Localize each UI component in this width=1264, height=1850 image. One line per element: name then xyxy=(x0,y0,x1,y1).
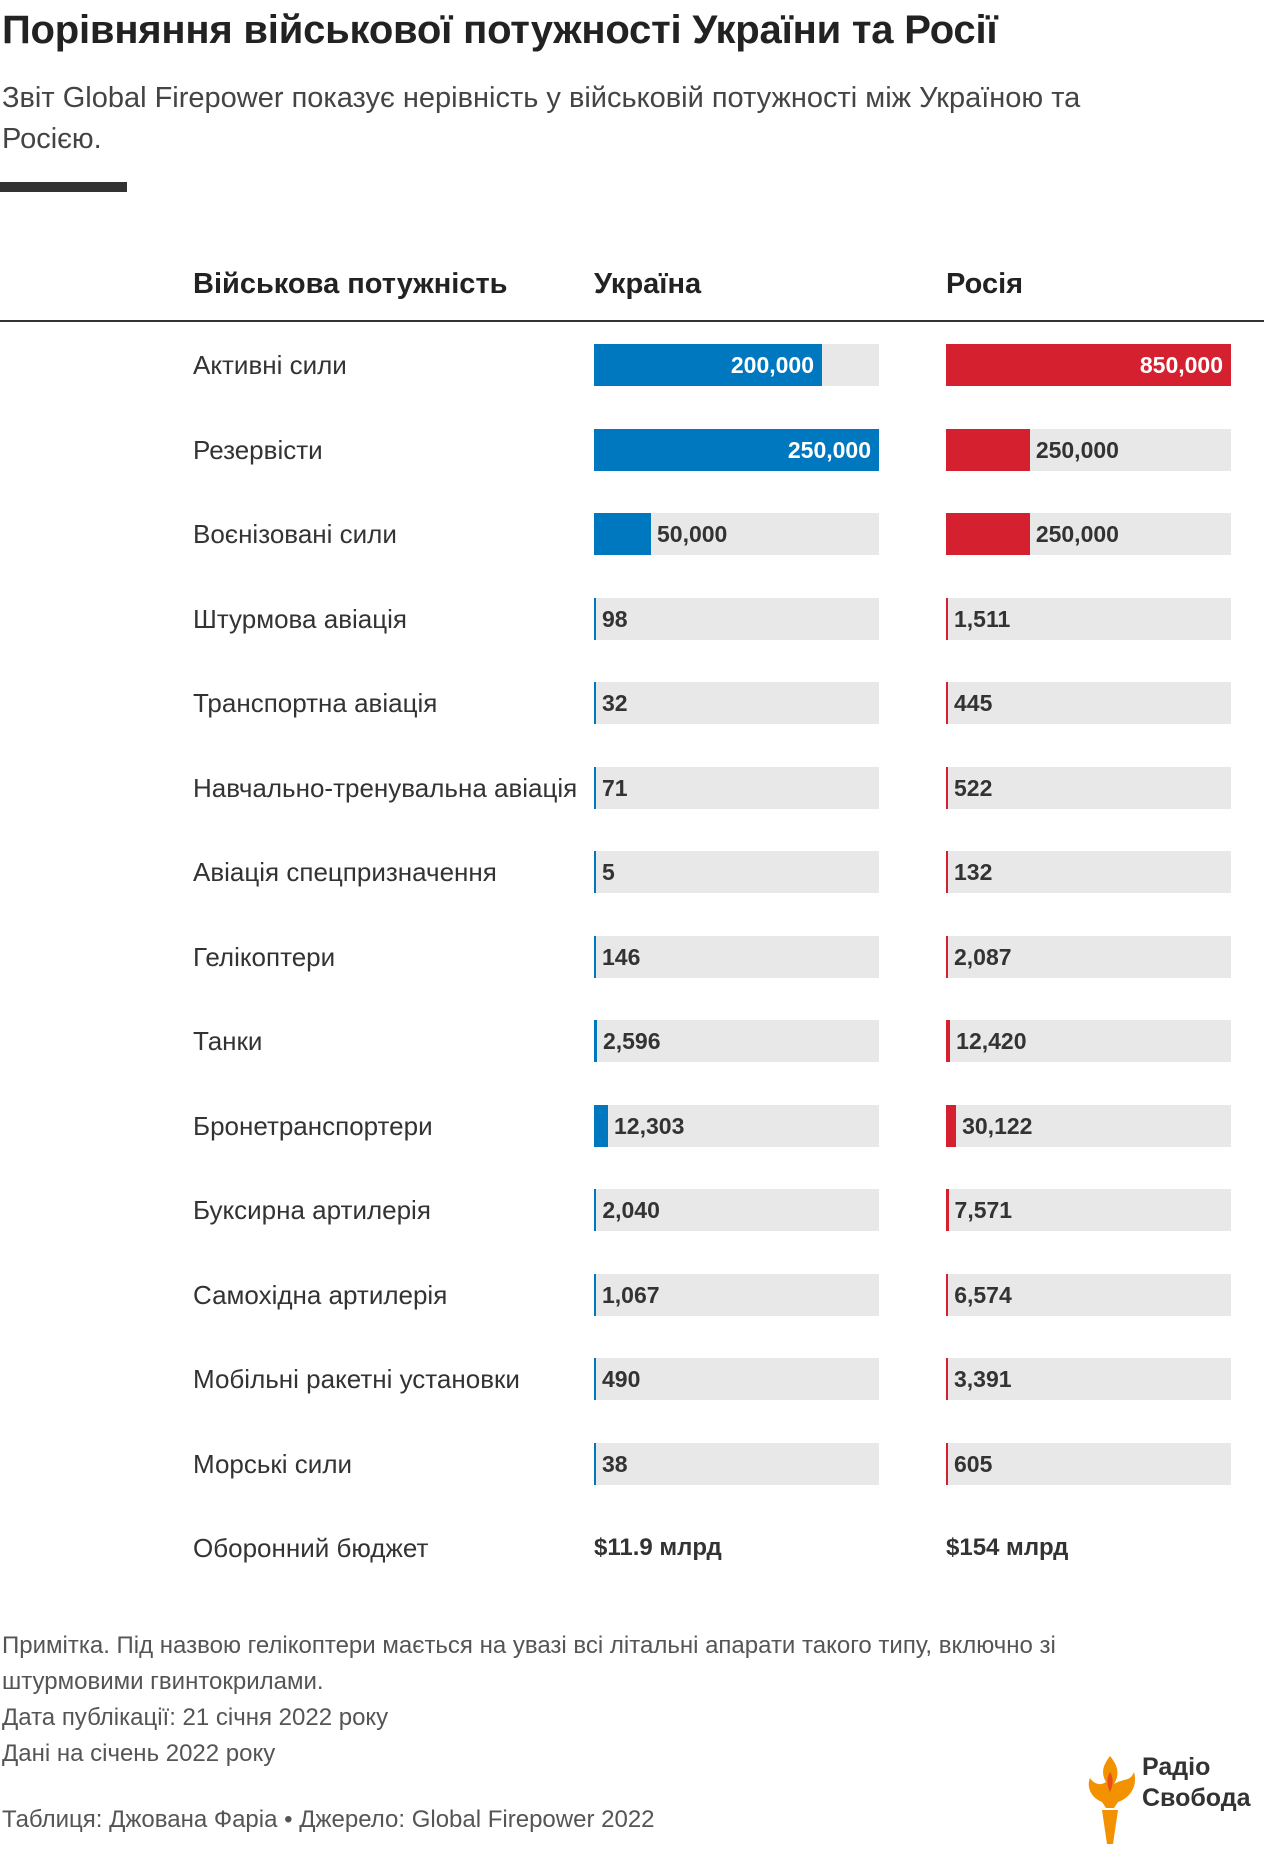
budget-label: Оборонний бюджет xyxy=(193,1533,429,1563)
row-label: Мобільні ракетні установки xyxy=(193,1364,520,1394)
row-label: Авіація спецпризначення xyxy=(193,857,497,887)
bar-russia xyxy=(946,936,948,978)
bar-ukraine xyxy=(594,1358,596,1400)
value-label-russia: 250,000 xyxy=(1035,436,1119,463)
bar-track-ukraine xyxy=(594,344,879,386)
value-label-ukraine: 200,000 xyxy=(730,352,814,378)
row-label: Резервісти xyxy=(193,434,323,465)
bar-track-ukraine xyxy=(594,429,879,471)
chart-subtitle: Звіт Global Firepower показує нерівність у військовій потужності між Україною та Росією. xyxy=(2,82,1081,155)
bar-russia xyxy=(946,1105,956,1147)
footnote-published: Дата публікації: 21 січня 2022 року xyxy=(2,1704,389,1731)
bar-russia xyxy=(946,429,1030,471)
value-label-russia: 30,122 xyxy=(962,1112,1033,1139)
row-label: Бронетранспортери xyxy=(193,1110,433,1141)
bar-track-ukraine xyxy=(594,1189,879,1231)
bar-track-ukraine xyxy=(594,682,879,724)
column-header-metric: Військова потужність xyxy=(193,268,508,300)
bar-russia xyxy=(946,1020,950,1062)
table-row xyxy=(0,429,1264,471)
value-label-russia: 522 xyxy=(954,774,993,801)
row-label: Транспортна авіація xyxy=(193,688,438,718)
row-label: Активні сили xyxy=(193,350,347,380)
bar-track-russia xyxy=(946,1189,1231,1231)
table-row xyxy=(0,1274,1264,1316)
bar-track-russia xyxy=(946,1443,1231,1485)
row-label: Воєнізовані сили xyxy=(193,519,397,549)
footnote-note: Примітка. Під назвою гелікоптери мається на увазі всі літальні апарати такого типу, включно зі штурмовими гвинтокрилами. xyxy=(2,1632,1056,1695)
value-label-ukraine: 5 xyxy=(602,859,615,885)
bar-ukraine xyxy=(594,767,596,809)
row-label: Самохідна артилерія xyxy=(193,1279,448,1310)
bar-track-ukraine xyxy=(594,1443,879,1485)
footnote-data-date: Дані на січень 2022 року xyxy=(2,1740,276,1767)
bar-track-ukraine xyxy=(594,1358,879,1400)
value-label-ukraine: 38 xyxy=(602,1450,628,1477)
row-label: Гелікоптери xyxy=(193,941,336,972)
value-label-ukraine: 146 xyxy=(602,943,641,970)
logo-line-1: Радіо xyxy=(1142,1753,1211,1781)
table-row xyxy=(0,1443,1264,1485)
radio-svoboda-logo xyxy=(1080,1752,1264,1847)
bar-track-ukraine xyxy=(594,936,879,978)
value-label-ukraine: 98 xyxy=(602,605,628,632)
bar-track-russia xyxy=(946,936,1231,978)
bar-russia xyxy=(946,767,948,809)
budget-value-russia: $154 млрд xyxy=(946,1534,1069,1561)
budget-row xyxy=(0,1527,1264,1569)
value-label-russia: 250,000 xyxy=(1035,521,1119,547)
accent-rule xyxy=(0,182,127,192)
bar-track-russia xyxy=(946,1020,1231,1062)
torch-icon xyxy=(1080,1752,1140,1847)
value-label-russia: 7,571 xyxy=(954,1197,1013,1223)
bar-track-ukraine xyxy=(594,1020,879,1062)
value-label-russia: 132 xyxy=(954,859,993,885)
value-label-ukraine: 490 xyxy=(602,1366,641,1392)
bar-track-russia xyxy=(946,598,1231,640)
row-label: Морські сили xyxy=(193,1448,353,1479)
value-label-ukraine: 1,067 xyxy=(602,1281,660,1308)
bar-track-russia xyxy=(946,682,1231,724)
bar-track-russia xyxy=(946,513,1231,555)
budget-value-ukraine: $11.9 млрд xyxy=(594,1534,722,1561)
value-label-russia: 3,391 xyxy=(954,1366,1012,1392)
value-label-russia: 850,000 xyxy=(1139,352,1223,378)
bar-track-ukraine xyxy=(594,598,879,640)
bar-russia xyxy=(946,1358,948,1400)
value-label-russia: 12,420 xyxy=(956,1028,1027,1054)
row-label: Буксирна артилерія xyxy=(193,1195,431,1225)
bar-ukraine xyxy=(594,1020,597,1062)
bar-track-ukraine xyxy=(594,513,879,555)
value-label-ukraine: 71 xyxy=(602,774,628,801)
table-row xyxy=(0,767,1264,809)
bar-ukraine xyxy=(594,1274,596,1316)
value-label-ukraine: 2,596 xyxy=(602,1028,661,1054)
bar-russia xyxy=(946,851,948,893)
bar-track-ukraine xyxy=(594,1105,879,1147)
column-header-russia: Росія xyxy=(946,268,1024,300)
chart-title: Порівняння військової потужності України та Росії xyxy=(2,8,998,52)
bar-russia xyxy=(946,1443,948,1485)
bar-track-ukraine xyxy=(594,767,879,809)
column-header-ukraine: Україна xyxy=(594,268,702,300)
bar-track-russia xyxy=(946,429,1231,471)
footnote xyxy=(2,1628,1122,1772)
value-label-ukraine: 250,000 xyxy=(787,436,871,463)
table-row xyxy=(0,1189,1264,1231)
table-row xyxy=(0,682,1264,724)
value-label-ukraine: 32 xyxy=(602,690,628,716)
table-row xyxy=(0,851,1264,893)
value-label-ukraine: 50,000 xyxy=(657,521,728,547)
logo-text xyxy=(1142,1752,1251,1814)
bar-russia xyxy=(946,1274,948,1316)
bar-track-russia xyxy=(946,851,1231,893)
table-row xyxy=(0,1020,1264,1062)
row-label: Штурмова авіація xyxy=(193,603,407,634)
value-label-russia: 2,087 xyxy=(954,943,1012,970)
value-label-russia: 6,574 xyxy=(954,1281,1012,1308)
logo-line-2: Свобода xyxy=(1142,1784,1251,1812)
bar-russia xyxy=(946,513,1030,555)
row-label: Танки xyxy=(193,1026,263,1056)
bar-ukraine xyxy=(594,1443,596,1485)
table-row xyxy=(0,598,1264,640)
value-label-russia: 605 xyxy=(954,1450,993,1477)
bar-track-russia xyxy=(946,767,1231,809)
bar-ukraine xyxy=(594,682,596,724)
bar-ukraine xyxy=(594,513,651,555)
bar-track-russia xyxy=(946,1274,1231,1316)
bar-track-ukraine xyxy=(594,1274,879,1316)
credits: Таблиця: Джована Фаріа • Джерело: Global Firepower 2022 xyxy=(2,1806,655,1833)
value-label-russia: 1,511 xyxy=(954,605,1011,632)
bar-track-russia xyxy=(946,1105,1231,1147)
bar-ukraine xyxy=(594,598,596,640)
value-label-ukraine: 2,040 xyxy=(602,1197,660,1223)
row-label: Навчально-тренувальна авіація xyxy=(193,772,578,803)
bar-russia xyxy=(946,598,948,640)
bar-track-russia xyxy=(946,344,1231,386)
value-label-russia: 445 xyxy=(954,690,993,716)
table-row xyxy=(0,1358,1264,1400)
header-divider xyxy=(0,320,1264,322)
table-row xyxy=(0,1105,1264,1147)
bar-russia xyxy=(946,1189,949,1231)
bar-track-russia xyxy=(946,1358,1231,1400)
bar-ukraine xyxy=(594,1189,596,1231)
table-row xyxy=(0,344,1264,386)
bar-ukraine xyxy=(594,1105,608,1147)
bar-ukraine xyxy=(594,851,596,893)
value-label-ukraine: 12,303 xyxy=(614,1112,685,1139)
bar-russia xyxy=(946,682,948,724)
table-row xyxy=(0,936,1264,978)
bar-track-ukraine xyxy=(594,851,879,893)
table-row xyxy=(0,513,1264,555)
bar-ukraine xyxy=(594,936,596,978)
